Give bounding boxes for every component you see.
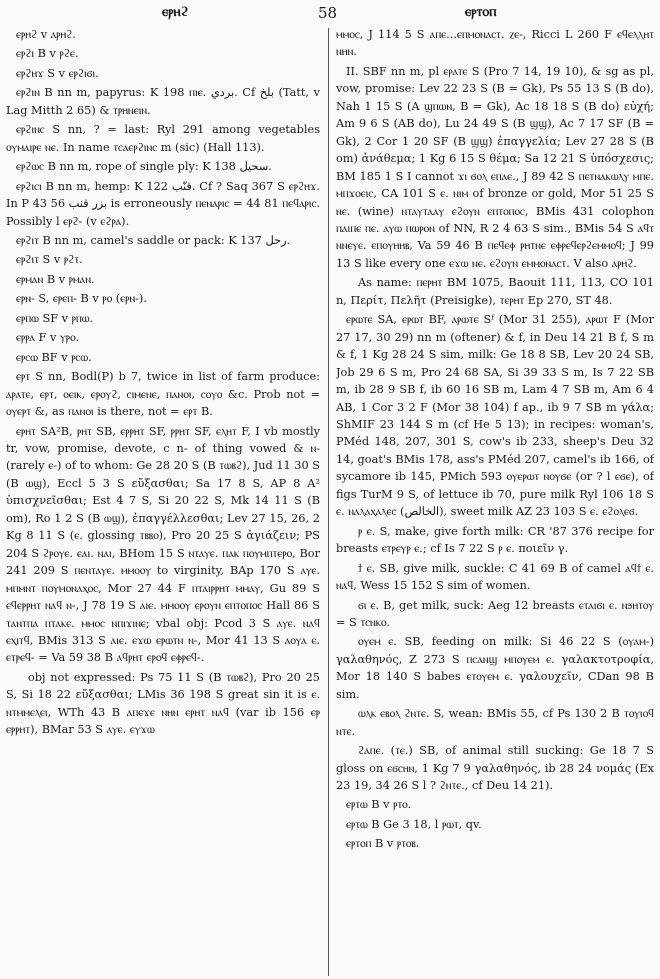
dictionary-entry: ⲉⲣⲱⲧⲉ SA, ⲉⲣⲱⲧ BF, ⲁⲣⲱⲧⲉ Sᶠ (Mor 31 255), ⲁⲣⲱⲧ F (Mor 27 17, 30 29) nn m (oftener) & f, in Deu 14 21 B f, S m & f, 1 Kg 28 24 S sim, milk: Ge 18 8 SB, Lev 20 24 SB, Job 29 6 S m, Pro 24 68 SA, Si 39 33 S m, Is 7 22 SB m, ib 28 9 SB f, ib 60 16 SB m, Lam 4 7 SB m, Am 6 4 AB, 1 Cor 3 2 F (Mor 38 104) f ap., ib 9 7 SB m γάλα; ShMIF 23 144 S m (cf He 5 13); in recipes: woman's, PMéd 148, 207, 301 S, cow's ib 233, sheep's Deu 32 14, goat's BMis 178, ass's PMéd 207, camel's ib 166, of sycamore ib 145, PMich 593 ⲟⲩⲉⲣⲱⲧ ⲛⲟⲩϭⲉ (or ? l ⲉϭⲉ), of figs TurM 9 S, of lettuce ib 70, pure milk Ryl 106 18 S ⲉ. ⲛⲁⲗⲁⲭⲁⲗⲉⲥ (الخالص), sweet milk AZ 23 103 S ⲉ. ⲉϩⲟⲗⲉϭ. xyxy=(336,313,654,519)
dictionary-entry: ⲱⲗⲕ ⲉⲃⲟⲗ ϩⲛⲧⲉ. S, wean: BMis 55, cf Ps 130 2 B ⲧⲟⲩⲓⲟϥ ⲛⲧⲉ. xyxy=(336,707,654,738)
dictionary-entry: ⲉⲣⲙⲁⲛ B v ⲣⲙⲁⲛ. xyxy=(16,272,95,286)
dictionary-entry: ⲉⲣⲧⲱ B v ⲣⲧⲟ. xyxy=(346,798,412,812)
dictionary-entry: ⲉⲣϩⲏϫ S v ⲉⲣϩⲓϭⲓ. xyxy=(16,66,99,80)
dictionary-entry: As name: ⲡⲉⲣⲏⲧ BM 1075, Baouit 111, 113, CO 101 n, Περίτ, Πελῆτ (Preisigke), ⲧⲉⲣⲏⲧ Ep 270, ST 48. xyxy=(336,276,654,307)
dictionary-entry: II. SBF nn m, pl ⲉⲣⲁⲧⲉ S (Pro 7 14, 19 10), & sg as pl, vow, promise: Lev 22 23 S (B = Gk), Ps 55 13 S (B do), Nah 1 15 S (A ϣⲡⲱⲛ, B = Gk), Ac 18 18 S (B do) εὐχή; Am 9 6 S (AB do), Lu 24 49 S (B ϣϣ), Ac 7 17 SF (B = Gk), 2 Cor 1 20 SF (B ϣϣ) ἐπαγγελία; Lev 27 28 S (B om) ἀνάθεμα; 1 Kg 6 15 S θέμα; Sa 12 21 S ὑπόσχεσις; BM 185 1 S I cannot ϫⲓ ϭⲟⲗ ⲉⲡⲁⲉ., J 89 42 S ⲡⲉⲧⲛⲁⲕⲱⲗⲩ ⲙⲡⲉ. ⲙⲡϫⲟⲉⲓⲥ, CA 101 S ⲉ. ⲛⲓⲙ of bronze or gold, Mor 51 25 S ⲛⲉ. (wine) ⲛⲧⲁⲩⲧⲁⲁⲩ ⲉϩⲟⲩⲛ ⲉⲡⲧⲟⲡⲟⲥ, BMis 431 colophon ⲡⲁⲓⲡⲉ ⲡⲉ. ⲁⲩⲱ ⲡⲱⲣⲟⲛ of NN, R 2 4 63 S sim., BMis 54 S ⲁϥⲧ ⲛⲛⲉⲩⲉ. ⲉⲡⲟⲩⲏⲏⲃ, Va 59 46 B ⲡⲉϥⲉⲫ ⲣⲏⲧⲛⲉ ⲉⲫⲣⲉϥⲉⲣϩⲉⲙⲙⲟϥ; J 99 13 S like every one ⲉϫⲱ ⲛⲉ. ⲉϩⲟⲩⲛ ⲉⲙⲙⲟⲛⲁⲥⲧ. V also ⲁⲣⲏϩ. xyxy=(336,64,654,270)
header-left-word: ⲉⲣⲏϩ xyxy=(162,4,189,20)
dictionary-entry: ⲉⲣⲡⲱ SF v ⲣⲡⲱ. xyxy=(16,311,94,325)
dictionary-entry: ⲣ ⲉ. S, make, give forth milk: CR '87 376 recipe for breasts ⲉⲧⲣⲉⲩⲣ ⲉ.; cf Is 7 22 S ⲣ ⲉ. ποιεῖν γ. xyxy=(336,524,654,556)
dictionary-entry: ⲉⲣϩⲱⲥ B nn m, rope of single ply: K 138 سحيل. xyxy=(16,160,272,174)
page-header xyxy=(0,0,660,26)
column-divider xyxy=(328,28,329,976)
dictionary-entry: ⲉⲣⲏⲧ SA²B, ⲣⲏⲧ SB, ⲉⲣⲣⲏⲧ SF, ⲣⲣⲏⲧ SF, ⲉⲗⲏⲧ F, I vb mostly tr, vow, promise, devote, c n- of thing vowed & ⲛ- (rarely ⲉ-) of to whom: Ge 28 20 S (B ⲧⲱⲃϩ), Jud 11 30 S (B ⲱϣ), Eccl 5 3 S εὔξασθαι; Sa 17 8 S, AP 8 A² ὑπισχνεῖσθαι; Est 4 7 S, Si 20 22 S, Mk 14 11 S (B om), Ro 1 2 S (B ⲱϣ), ἐπαγγέλλεσθαι; Lev 27 15, 26, 2 Kg 8 11 S (ⲉ. glossing ⲧⲃⲃⲟ), Pro 20 25 S ἁγιάζειν; PS 204 S ϩⲣⲟⲩⲉ. ⲉⲁⲓ. ⲛⲁⲓ, BHom 15 S ⲛⲧⲁⲩⲉ. ⲡⲁⲕ ⲡⲟⲩⲙⲡⲧⲉⲣⲟ, Bor 241 209 S ⲡⲉⲛⲧⲁⲩⲉ. ⲙⲙⲟⲟⲩ to virginity, BAp 170 S ⲁⲩⲉ. ⲙⲡⲙⲛⲧ ⲡⲟⲩⲙⲟⲛⲁⲭⲟⲥ, Mor 27 44 F ⲡⲧⲁⲓⲣⲣⲏⲧ ⲙⲙⲁⲩ, Gu 89 S ⲉϥⲉⲣⲣⲏⲧ ⲛⲁϥ ⲛ-, J 78 19 S ⲁⲓⲉ. ⲙⲙⲟⲟⲩ ⲉⲣⲟⲩⲛ ⲉⲡⲧⲟⲡⲟⲥ Hall 86 S ⲧⲁⲛⲧⲡⲁ ⲡⲧⲁⲕⲉ. ⲙⲙⲟⲥ ⲛⲡⲓϫⲓⲛⲉ; vbal obj: Pcod 3 S ⲁⲩⲉ. ⲛⲁϥ ⲉⲭⲓⲧϥ, BMis 313 S ⲁⲓⲉ. ⲉϫⲱ ⲉⲣⲱⲧⲛ ⲛ-, Mor 41 13 S ⲁⲟⲩⲁ ⲉ. ⲉⲧⲣⲉϥ- = Va 59 38 B ⲁϥⲣⲏⲧ ⲉⲣⲟϥ ⲉⲫⲣⲉϥ-. xyxy=(6,424,320,665)
dictionary-entry: ⲉⲣϩⲓⲛ B nn m, papyrus: K 198 ⲡⲓⲉ. بردي. Cf بلخ (Tatt, v Lag Mitth 2 65) & ⲧⲣⲏⲛⲉⲓⲛ. xyxy=(6,86,320,117)
dictionary-entry: ⲉⲣⲧ S nn, Bodl(P) b 7, twice in list of farm produce: ⲁⲣⲁⲧⲉ, ⲉⲣⲧ, ⲟⲉⲓⲕ, ⲉⲣⲟⲩϩ, ⲥⲓⲙⲉⲛⲉ, ⲡⲁⲛⲟⲓ, ⲥⲟⲩⲟ &c. Prob not = ⲟⲩⲉⲣⲧ &, as ⲡⲁⲛⲟⲓ is there, not = ⲉⲣⲧ B. xyxy=(6,370,320,419)
dictionary-entry: ⲉⲣⲏϩ v ⲁⲣⲏϩ. xyxy=(16,28,76,41)
dictionary-entry: ⲟⲩⲉⲙ ⲉ. SB, feeding on milk: Si 46 22 S (ⲟⲩⲁⲙ-) γαλαθηνός, Z 273 S ⲡⲥⲁⲛϣ ⲙⲡⲟⲩⲉⲙ ⲉ. γαλακτοτροφία, Mor 18 140 S babes ⲉⲧⲟⲩⲉⲙ ⲉ. γαλουχεῖν, CDan 98 B sim. xyxy=(336,635,654,701)
dictionary-entry: obj not expressed: Ps 75 11 S (B ⲧⲱⲃϩ), Pro 20 25 S, Si 18 22 εὔξασθαι; LMis 36 198 S great sin it is ⲉ. ⲛⲧⲙⲙⲉⲗⲉⲓ, WTh 43 B ⲁⲡⲉϫⲉ ⲛⲏⲛ ⲉⲣⲏⲧ ⲛⲁϥ (var ib 156 ⲉⲣ ⲉⲣⲣⲏⲧ), BMar 53 S ⲁⲩⲉ. ⲉⲩϫⲱ xyxy=(6,670,320,737)
header-right-word: ⲉⲣⲧⲟⲡ xyxy=(465,4,497,20)
dictionary-entry: ⲉⲣⲧⲱ B Ge 3 18, l ⲣⲱⲧ, qv. xyxy=(346,817,482,831)
dictionary-entry: ⲉⲣϩⲓⲧ S v ⲣϩⲧ. xyxy=(16,253,83,267)
right-column xyxy=(336,26,654,976)
dictionary-entry: ⲉⲣϩⲓⲧ B nn m, camel's saddle or pack: K 137 رحل. xyxy=(16,233,291,247)
page-number: 58 xyxy=(318,4,338,22)
dictionary-entry: ϭⲓ ⲉ. B, get milk, suck: Aeg 12 breasts ⲉⲧⲁⲓϭⲓ ⲉ. ⲛϧⲏⲧⲟⲩ = S ⲧⲥⲛⲕⲟ. xyxy=(336,598,654,629)
dictionary-entry: ⲉⲣϩⲓ B v ⲣϩⲉ. xyxy=(16,47,79,61)
dictionary-entry: ⲉⲣϩⲓⲥⲓ B nn m, hemp: K 122 قنّب. Cf ? Saq 367 S ⲉⲣϩⲏϫ. In P 43 56 بزر قنب is erroneously ⲡⲉⲛⲁⲣⲓⲥ = 44 81 ⲡⲉϥⲁⲣⲓⲥ. Possibly l ⲉⲣϩ- (v ⲉϩⲣⲁ). xyxy=(6,179,320,228)
dictionary-entry: ⲉⲣⲛ- S, ⲉⲣⲉⲡ- B v ⲣⲟ (ⲉⲣⲛ-). xyxy=(16,292,147,306)
dictionary-entry: ⲉⲣⲣⲁ F v ⲩⲣⲟ. xyxy=(16,331,80,345)
dictionary-entry: ⲙⲙⲟⲥ, J 114 5 S ⲁⲡⲉ...ⲉⲡⲙⲟⲛⲁⲥⲧ. ⲍⲉ-, Ricci L 260 F ⲉϥⲉⲗⲗⲏⲧ ⲛⲏⲛ. xyxy=(336,28,654,59)
dictionary-entry: ϯ ⲉ. SB, give milk, suckle: C 41 69 B of camel ⲁϥϯ ⲉ. ⲛⲁϥ, Wess 15 152 S sim of women. xyxy=(336,561,654,593)
left-column xyxy=(6,26,320,976)
dictionary-entry: ⲉⲣⲧⲟⲡ B v ⲣⲧⲟⲃ. xyxy=(346,837,420,851)
dictionary-entry: ⲉⲣϩⲓⲛⲥ S nn, ? = last: Ryl 291 among vegetables ⲟⲩⲙⲁⲓⲣⲉ ⲛⲉ. In name ⲧⲥⲁⲉⲣϩⲓⲛⲥ m (sic) (Hall 113). xyxy=(6,123,320,154)
dictionary-entry: ϩⲁⲡⲉ. (ⲧⲉ.) SB, of animal still sucking: Ge 18 7 S gloss on ⲉϭⲥⲏⲛ, 1 Kg 7 9 γαλαθηνός, ib 28 24 νομάς (Ex 23 19, 34 26 S l ? ϩⲛⲧⲉ., cf Deu 14 21). xyxy=(336,744,654,793)
dictionary-entry: ⲉⲣⲥⲱ BF v ⲣⲥⲱ. xyxy=(16,350,92,364)
